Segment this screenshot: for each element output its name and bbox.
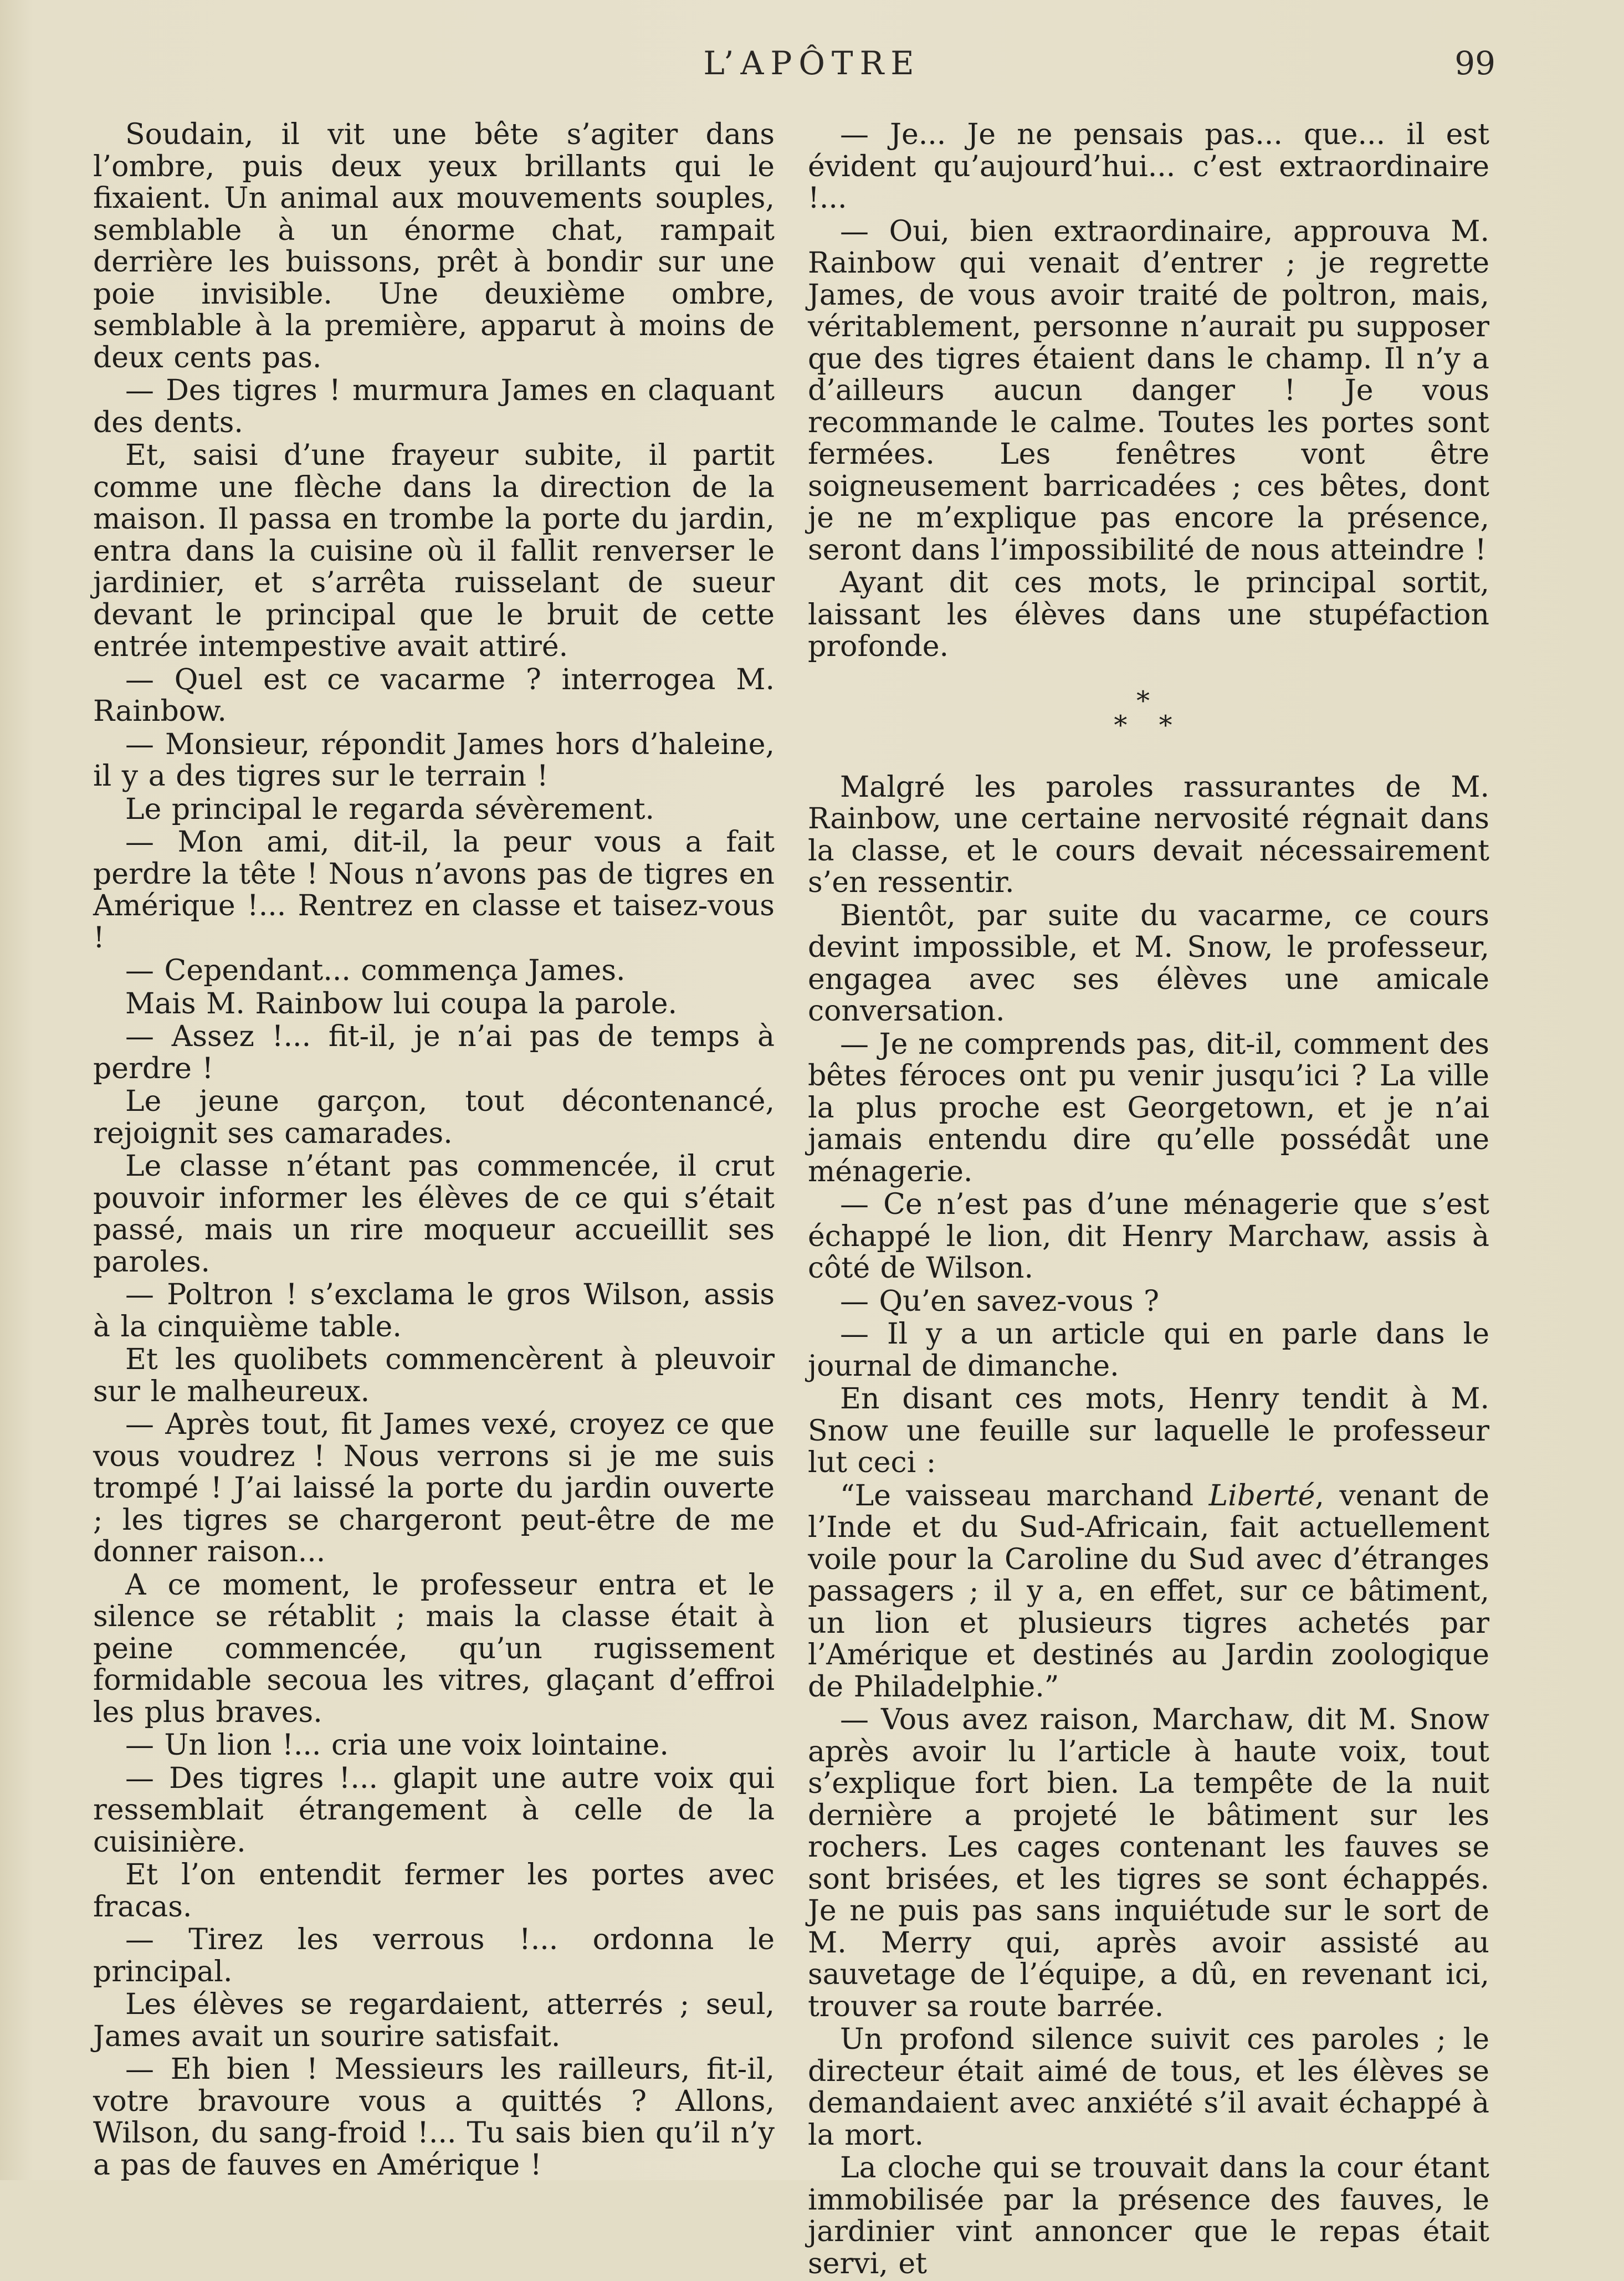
paragraph: — Cependant... commença James.	[125, 954, 626, 987]
page-number: 99	[1454, 44, 1495, 82]
paragraph: — Après tout, fit James vexé, croyez ce que vous voudrez ! Nous verrons si je me suis trompé ! J’ai laissé la porte du jardin ouverte ; les tigres se chargeront peut-être de me donner raison...	[93, 1408, 775, 1568]
paragraph: Malgré les paroles rassurantes de M. Rainbow, une certaine nervosité régnait dans la classe, et le cours devait nécessairement s’en ressentir.	[808, 770, 1489, 899]
separator-asterisk-top: *	[1136, 685, 1161, 716]
paragraph: Le principal le regarda sévèrement.	[125, 792, 655, 826]
paragraph: A ce moment, le professeur entra et le silence se rétablit ; mais la classe était à peine commencée, qu’un rugissement formidable secoua les vitres, glaçant d’effroi les plus braves.	[93, 1568, 775, 1729]
paragraph: — Je... Je ne pensais pas... que... il est évident qu’aujourd’hui... c’est extraordinaire !...	[808, 118, 1489, 215]
separator-asterisks-bottom: * *	[1114, 709, 1184, 741]
paragraph: La cloche qui se trouvait dans la cour étant immobilisée par la présence des fauves, le jardinier vint annoncer que le repas était servi, et	[808, 2151, 1489, 2280]
ship-name: Liberté	[1208, 1479, 1315, 1513]
paragraph: — Des tigres ! murmura James en claquant des dents.	[93, 374, 775, 439]
paragraph: — Des tigres !... glapit une autre voix qui ressemblait étrangement à celle de la cuisinière.	[93, 1761, 775, 1859]
running-header: L’APÔTRE	[703, 44, 921, 82]
paragraph: — Tirez les verrous !... ordonna le principal.	[93, 1923, 775, 1988]
paragraph: — Je ne comprends pas, dit-il, comment des bêtes féroces ont pu venir jusqu’ici ? La ville la plus proche est Georgetown, et je n’ai jamais entendu dire qu’elle possédât une ménagerie.	[808, 1027, 1489, 1188]
paragraph: — Vous avez raison, Marchaw, dit M. Snow après avoir lu l’article à haute voix, tout s’explique fort bien. La tempête de la nuit dernière a projeté le bâtiment sur les rochers. Les cages contenant les fauves se sont brisées, et les tigres se sont échappés. Je ne puis pas sans inquiétude sur le sort de M. Merry qui, après avoir assisté au sauvetage de l’équipe, a dû, en revenant ici, trouver sa route barrée.	[808, 1703, 1489, 2023]
paragraph: Et les quolibets commencèrent à pleuvoir sur le malheureux.	[93, 1343, 775, 1408]
paragraph: Soudain, il vit une bête s’agiter dans l’ombre, puis deux yeux brillants qui le fixaient. Un animal aux mouvements souples, semblable à un énorme chat, rampait derrière les buissons, prêt à bondir sur une poie invisible. Une deuxième ombre, semblable à la première, apparut à moins de deux cents pas.	[93, 118, 775, 375]
paragraph: Bientôt, par suite du vacarme, ce cours devint impossible, et M. Snow, le professeur, engagea avec ses élèves une amicale conversation.	[808, 899, 1489, 1028]
paragraph: En disant ces mots, Henry tendit à M. Snow une feuille sur laquelle le professeur lut ceci :	[808, 1382, 1489, 1479]
paragraph: — Qu’en savez-vous ?	[840, 1284, 1160, 1318]
paragraph: Ayant dit ces mots, le principal sortit, laissant les élèves dans une stupéfaction profonde.	[808, 566, 1489, 663]
paragraph: — Oui, bien extraordinaire, approuva M. Rainbow qui venait d’entrer ; je regrette James, de vous avoir traité de poltron, mais, véritablement, personne n’aurait pu supposer que des tigres étaient dans le champ. Il n’y a d’ailleurs aucun danger ! Je vous recommande le calme. Toutes les portes sont fermées. Les fenêtres vont être soigneusement barricadées ; ces bêtes, dont je ne m’explique pas encore la présence, seront dans l’impossibilité de nous atteindre !	[808, 214, 1489, 567]
paragraph: Et l’on entendit fermer les portes avec fracas.	[93, 1858, 775, 1924]
paragraph: Un profond silence suivit ces paroles ; le directeur était aimé de tous, et les élèves se demandaient avec anxiété s’il avait échappé à la mort.	[808, 2023, 1489, 2152]
paragraph: Mais M. Rainbow lui coupa la parole.	[125, 987, 678, 1021]
paragraph: Les élèves se regardaient, atterrés ; seul, James avait un sourire satisfait.	[93, 1988, 775, 2053]
section-separator	[808, 685, 1489, 742]
paragraph: — Ce n’est pas d’une ménagerie que s’est échappé le lion, dit Henry Marchaw, assis à côté de Wilson.	[808, 1188, 1489, 1285]
quote-text-before: “Le vaisseau marchand	[840, 1479, 1209, 1513]
paragraph: Et, saisi d’une frayeur subite, il partit comme une flèche dans la direction de la maison. Il passa en trombe la porte du jardin, entra dans la cuisine où il fallit renverser le jardinier, et s’arrêta ruisselant de sueur devant le principal que le bruit de cette entrée intempestive avait attiré.	[93, 439, 775, 663]
right-column	[808, 119, 1489, 2281]
paragraph: — Assez !... fit-il, je n’ai pas de temps à perdre !	[93, 1020, 775, 1085]
paragraph: — Poltron ! s’exclama le gros Wilson, assis à la cinquième table.	[93, 1278, 775, 1344]
left-column	[93, 119, 775, 2182]
paragraph: — Il y a un article qui en parle dans le journal de dimanche.	[808, 1318, 1489, 1383]
paragraph: — Monsieur, répondit James hors d’haleine, il y a des tigres sur le terrain !	[93, 727, 775, 793]
quote-text-after: , venant de l’Inde et du Sud-Africain, fait actuellement voile pour la Caroline du Sud avec d’étranges passagers ; il y a, en effet, sur ce bâtiment, un lion et plusieurs tigres achetés par l’Amérique et destinés au Jardin zoologique de Philadelphie.”	[808, 1479, 1489, 1704]
paragraph: Le jeune garçon, tout décontenancé, rejoignit ses camarades.	[93, 1085, 775, 1150]
paragraph: — Mon ami, dit-il, la peur vous a fait perdre la tête ! Nous n’avons pas de tigres en Amérique !... Rentrez en classe et taisez-vous !	[93, 826, 775, 955]
paragraph: — Un lion !... cria une voix lointaine.	[125, 1729, 669, 1762]
paragraph: Le classe n’étant pas commencée, il crut pouvoir informer les élèves de ce qui s’était passé, mais un rire moqueur accueillit ses paroles.	[93, 1150, 775, 1279]
newspaper-quote	[808, 1480, 1489, 1704]
paragraph: — Eh bien ! Messieurs les railleurs, fit-il, votre bravoure vous a quittés ? Allons, Wilson, du sang-froid !... Tu sais bien qu’il n’y a pas de fauves en Amérique !	[93, 2053, 775, 2182]
paragraph: — Quel est ce vacarme ? interrogea M. Rainbow.	[93, 663, 775, 728]
